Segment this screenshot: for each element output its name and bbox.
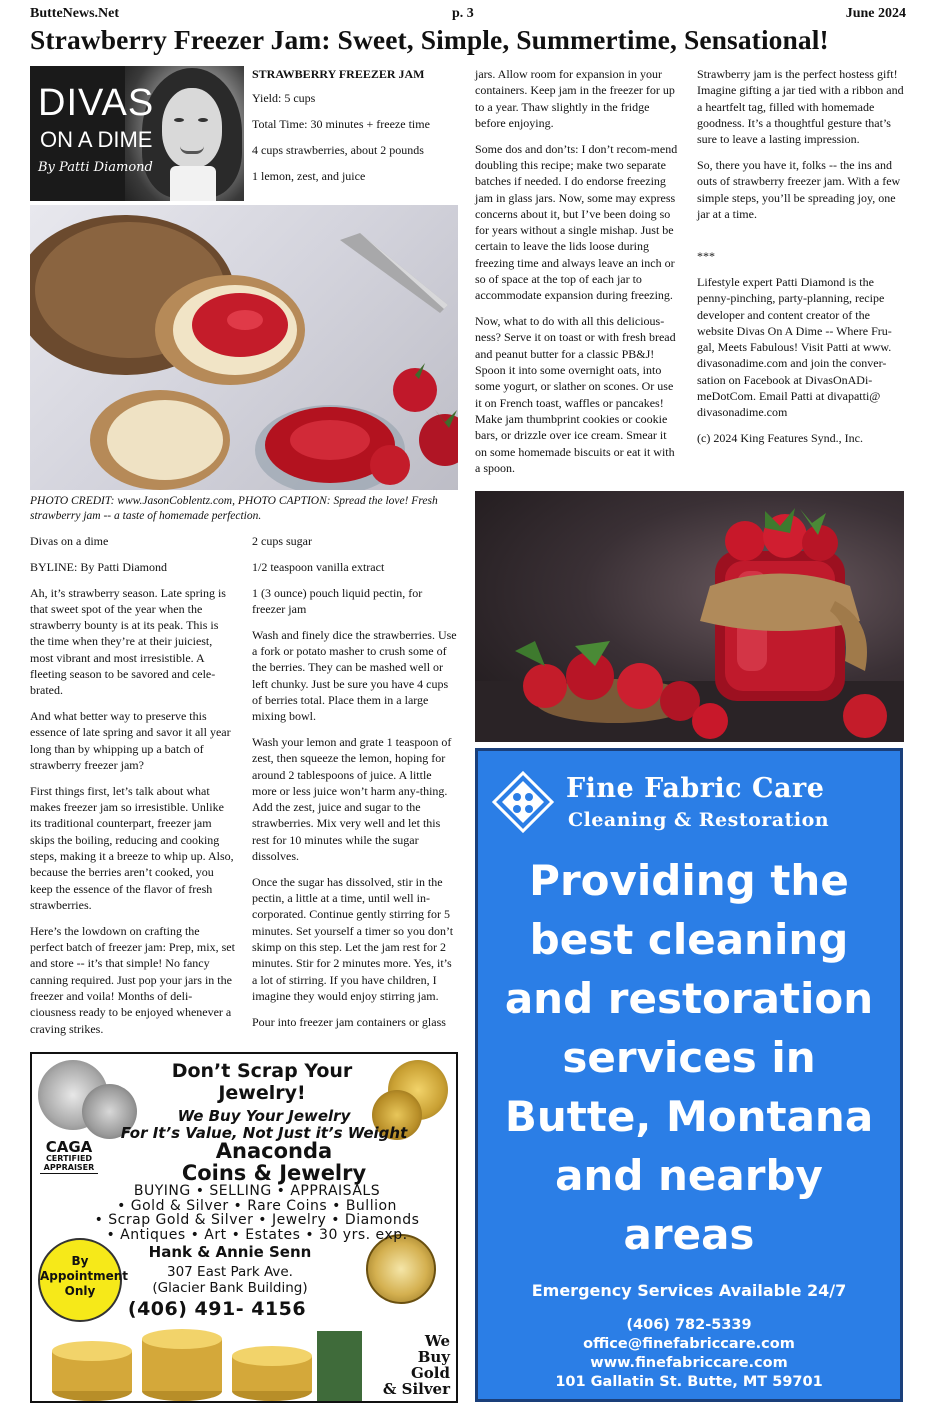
paragraph: First things first, let’s talk about what makes freezer jam so irresistible. Unlike its traditional counterpart, freezer jam skips the boiling, reducing and cooking steps, making it a breeze to whip up. Also, because the berries aren’t cooked, you keep the essence of the flavor of fresh strawberries. [30,783,234,912]
paragraph: Pour into freezer jam containers or glass [252,1014,446,1029]
recipe-yield: Yield: 5 cups [252,91,316,106]
logo-byline: By Patti Diamond [38,160,153,175]
fine-fabric-care-ad[interactable] [475,748,903,1402]
paragraph: So, there you have it, folks -- the ins and outs of strawberry freezer jam. With a few simple steps, you’ll be spreading joy, one jar at a time. [697,157,901,221]
paragraph: Strawberry jam is the perfect hostess gift! Imagine gifting a jar tied with a ribbon and a heartfelt tag, filled with homemade goodness. It’s a thoughtful gesture that’s sure to leave a lasting impression. [697,67,904,147]
pocket-watch-icon [366,1234,436,1304]
copyright: (c) 2024 King Features Synd., Inc. [697,431,863,446]
ffc-website[interactable]: www.finefabriccare.com [590,1355,788,1371]
article-column-2 [252,533,458,1040]
paragraph: jars. Allow room for expansion in your containers. Keep jam in the freezer for up to a year. Thaw slightly in the fridge before enjoying. [475,67,675,130]
byline: BYLINE: By Patti Diamond [30,559,167,574]
ffc-brand-name: Fine Fabric Care [566,773,825,804]
we-buy-gold [383,1333,450,1397]
paragraph: And what better way to preserve this essence of late spring and savor it all year long than by whipping up a batch of strawberry freezer jam? [30,709,231,773]
ingredient: 2 cups sugar [252,534,312,548]
caga-badge [40,1140,98,1174]
gold-coin-stack-icon [32,1321,362,1401]
we-buy-line: We [424,1332,450,1350]
appointment-badge: By Appointment Only [38,1238,122,1322]
paragraph: Now, what to do with all this delicious-ness? Serve it on toast or with fresh bread and peanut butter for a classic PB&J! Spoon it into some overnight oats, into some yogurt, or slather on scones. Or use it on French toast, waffles or pancakes! Make jam thumbprint cookies or cookie bars, or drizzle over ice cream. Smear it on some homemade biscuits or eat it with a spoon. [475,314,676,475]
we-buy-line: & Silver [382,1380,450,1398]
services-line: • Antiques • Art • Estates • 30 yrs. exp. [106,1226,408,1243]
masthead [30,6,906,24]
caga-label: CAGA [45,1138,93,1156]
services-line: • Gold & Silver • Rare Coins • Bullion [117,1197,397,1214]
anaconda-coins-ad[interactable] [30,1052,458,1403]
services-line: • Scrap Gold & Silver • Jewelry • Diamonds [94,1212,420,1228]
logo-title: DIVAS [38,82,155,124]
coins-name-line: Anaconda [215,1139,333,1163]
article-column-1 [30,533,235,1046]
coins-address [130,1264,330,1296]
ffc-phone[interactable]: (406) 782-5339 [626,1317,752,1333]
recipe-ingredient: 1 lemon, zest, and juice [252,168,366,183]
recipe-ingredient: 4 cups strawberries, about 2 pounds [252,142,424,157]
coins-title: Don’t Scrap Your Jewelry! [171,1060,353,1104]
divas-on-a-dime-logo [30,66,244,201]
recipe-title: STRAWBERRY FREEZER JAM [252,67,425,81]
ffc-emergency: Emergency Services Available 24/7 [531,1281,847,1300]
ffc-email[interactable]: office@finefabriccare.com [583,1336,795,1352]
separator: *** [697,249,715,264]
address-line: (Glacier Bank Building) [152,1280,308,1296]
ingredient: 1/2 teaspoon vanilla extract [252,559,385,574]
paragraph: Some dos and don’ts: I don’t recom-mend doubling this recipe; make two separate batches if needed. I do endorse freezing jam in glass jars. Now, some may express concerns about it, but I’ve been doing so for years without a single mishap. Just be certain to leave the lids loose during freezing time and always leave an inch or so of space at the top of each jar to accommodate expansion during freezing. [475,141,678,303]
recipe-header [252,66,458,193]
site-name[interactable]: ButteNews.Net [30,6,120,21]
coins-owners: Hank & Annie Senn [148,1243,312,1261]
article-column-3 [475,66,680,486]
issue-date: June 2024 [845,6,906,21]
bread-and-jam-photo [30,205,458,490]
paragraph: Wash and finely dice the strawberries. Use a fork or potato masher to crush some of the berries. They can be mashed well or left chunky. Just be sure you have 4 cups of berries total. Place them in a large mixing bowl. [252,627,457,724]
coins-phone[interactable]: (406) 491- 4156 [127,1298,307,1320]
logo-subtitle: ON A DIME [40,127,153,152]
kicker: Divas on a dime [30,534,109,548]
paragraph: Once the sugar has dissolved, stir in the pectin, a little at a time, until well in-corporated. Continue gently stirring for 5 minutes. Set yourself a timer so you don’t skimp on this step. Let the jam rest for 2 minutes. Stir for 2 minutes more. Yes, it’s a lot of stirring. If you have children, I imagine they would enjoy stirring jam. [252,874,454,1003]
ingredient: 1 (3 ounce) pouch liquid pectin, for freezer jam [252,585,423,616]
ffc-contact [478,1316,900,1392]
we-buy-line: Buy [417,1348,450,1366]
jam-jar-illustration [475,491,904,742]
photo-caption: PHOTO CREDIT: www.JasonCoblentz.com, PHOTO CAPTION: Spread the love! Fresh strawberry jam -- a taste of homemade perfection. [30,495,438,522]
services-line: BUYING • SELLING • APPRAISALS [133,1183,381,1199]
author-bio: Lifestyle expert Patti Diamond is the penny-pinching, party-planning, recipe developer and content creator of the website Divas On A Dime -- Where Fru-gal, Meets Fabulous! Visit Patti at www. divasonadime.com and join the conver-sation on Facebook at DivasOnADi-meDotCom. Email Patti at divapatti@ divasonadime.com [697,274,892,420]
ffc-address: 101 Gallatin St. Butte, MT 59701 [555,1374,823,1390]
coins-tagline-line: We Buy Your Jewelry [177,1107,351,1125]
ffc-brand-tagline: Cleaning & Restoration [568,809,830,831]
article-headline: Strawberry Freezer Jam: Sweet, Simple, Summertime, Sensational! [30,24,829,55]
coins-tagline-line: For It’s Value, Not Just it’s Weight [120,1124,408,1142]
article-column-4 [697,66,905,456]
paragraph: Here’s the lowdown on crafting the perfect batch of freezer jam: Prep, mix, set and store -- it’s that simple! No fancy canning required. Just pop your jars in the freezer and voila! Months of deli-ciousness ready to be enjoyed whenever a craving strikes. [30,923,235,1036]
we-buy-line: Gold [410,1364,450,1382]
coins-tagline [92,1108,436,1142]
paragraph: Ah, it’s strawberry season. Late spring is that sweet spot of the year when the strawberry bounty is at its peak. This is the time when they’re at their juiciest, most vibrant and most irresistible. A fleeting season to be savored and cele-brated. [30,585,226,698]
diamond-logo-icon [492,771,554,833]
caga-sub: CERTIFIED APPRAISER [40,1154,98,1174]
strawberry-jam-jar-photo [475,491,904,742]
coins-name-line: Coins & Jewelry [181,1161,367,1185]
page-number: p. 3 [452,6,474,21]
recipe-time: Total Time: 30 minutes + freeze time [252,117,430,132]
coins-services [68,1184,446,1242]
bread-jam-illustration [30,205,458,490]
paragraph: Wash your lemon and grate 1 teaspoon of zest, then squeeze the lemon, hoping for around 2 tablespoons of juice. A little more or less juice won’t harm any-thing. Add the zest, juice and sugar to the strawberries. Mix very well and let this rest for 10 minutes while the sugar dissolves. [252,734,452,864]
ffc-headline: Providing the best cleaning and restoration services in Butte, Montana and nearby areas [504,856,874,1259]
coins-business-name [122,1140,426,1184]
address-line: 307 East Park Ave. [167,1264,293,1280]
